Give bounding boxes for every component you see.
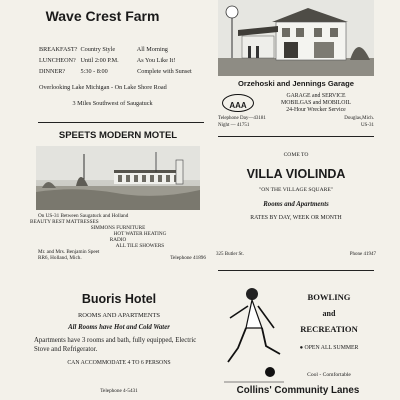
garage-route: US-31 [360,123,374,128]
aaa-emblem-text: AAA [229,101,247,110]
wave-crest-row-luncheon [39,57,204,65]
buoris-title: Buoris Hotel [81,292,157,306]
divider [218,136,374,137]
garage-line1: GARAGE and SERVICE [286,93,346,99]
collins-line5: Cool - Comfortable [307,372,351,378]
garage-title: Orzehoski and Jennings Garage [237,79,355,88]
wave-crest-row-dinner [39,68,204,76]
wave-crest-ad [0,0,205,122]
speets-title: SPEETS MODERN MOTEL [58,130,178,141]
garage-ad [218,0,376,135]
wave-crest-row-value: 5:30 - 8:00 [80,68,108,75]
garage-city: Douglas,Mich. [344,116,374,121]
buoris-tagline: All Rooms have Hot and Cold Water [68,324,170,331]
aaa-emblem [222,94,254,112]
villa-come: COME TO [283,152,309,158]
collins-line4-text: OPEN ALL SUMMER [304,345,359,351]
speets-feature-5: ALL TILE SHOWERS [115,243,165,249]
wave-crest-location: Overlooking Lake Michigan - On Lake Shore Road [39,84,167,91]
speets-phone: Telephone 41896 [170,255,206,261]
speets-feature-2: SIMMONS FURNITURE [90,225,146,231]
garage-line2: MOBILGAS and MOBILOIL [281,100,351,106]
motel-illustration [36,146,200,210]
collins-line2: and [322,309,336,318]
collins-line1: BOWLING [307,292,351,302]
wave-crest-row-label: DINNER? [39,68,66,75]
garage-illustration [218,0,374,76]
bowler-illustration [218,284,288,394]
wave-crest-row-note: As You Like It! [136,57,176,64]
buoris-capacity: CAN ACCOMMODATE 4 TO 6 PERSONS [67,360,171,366]
speets-location: On US-31 Between Saugatuck and Holland [38,213,129,219]
villa-rooms: Rooms and Apartments [263,201,329,208]
buoris-subtitle: ROOMS AND APARTMENTS [77,312,161,319]
buoris-ad [34,285,204,400]
wave-crest-row-breakfast [39,46,204,54]
garage-photo [218,0,374,76]
wave-crest-title: Wave Crest Farm [45,8,160,24]
speets-owners: Mr. and Mrs. Benjamin Speet [38,249,100,255]
wave-crest-row-label: BREAKFAST? [39,46,78,53]
collins-ad [218,272,378,400]
buoris-body: Apartments have 3 rooms and bath, fully equipped, Electric Stove and Refrigerator. [34,337,197,353]
wave-crest-row-value: Until 2:00 P.M. [80,57,119,64]
wave-crest-row-note: All Morning [136,46,168,53]
garage-tel-night: Night — 41751 [218,123,250,128]
divider [38,122,204,123]
wave-crest-row-note: Complete with Sunset [137,68,192,75]
speets-feature-1: BEAUTY REST MATTRESSES [30,219,99,225]
speets-address: RR6, Holland, Mich. [38,255,82,261]
villa-tagline: "ON THE VILLAGE SQUARE" [258,187,334,193]
garage-tel-day: Telephone Day—43181 [218,116,266,121]
villa-ad [214,138,378,268]
wave-crest-distance: 3 Miles Southwest of Saugatuck [72,100,153,107]
collins-line4 [280,345,378,352]
motel-photo [36,146,200,210]
divider [218,270,374,271]
villa-phone: Phone 41947 [349,252,376,257]
speets-ad [30,124,206,266]
collins-line3: RECREATION [300,324,358,334]
villa-address: 325 Butler St. [216,252,244,257]
wave-crest-row-value: Country Style [80,46,116,53]
villa-title: VILLA VIOLINDA [246,167,346,181]
bullet-icon: ● [299,345,305,351]
villa-rates: RATES BY DAY, WEEK OR MONTH [250,215,342,221]
garage-line3: 24-Hour Wrecker Service [286,107,346,113]
bowling-ball-icon [265,367,275,377]
collins-title: Collins' Community Lanes [236,385,360,396]
wave-crest-row-label: LUNCHEON? [39,57,76,64]
buoris-phone: Telephone 4-5431 [100,388,138,394]
speets-feature-4: RADIO [109,237,127,243]
speets-feature-3: HOT WATER HEATING [113,231,167,237]
